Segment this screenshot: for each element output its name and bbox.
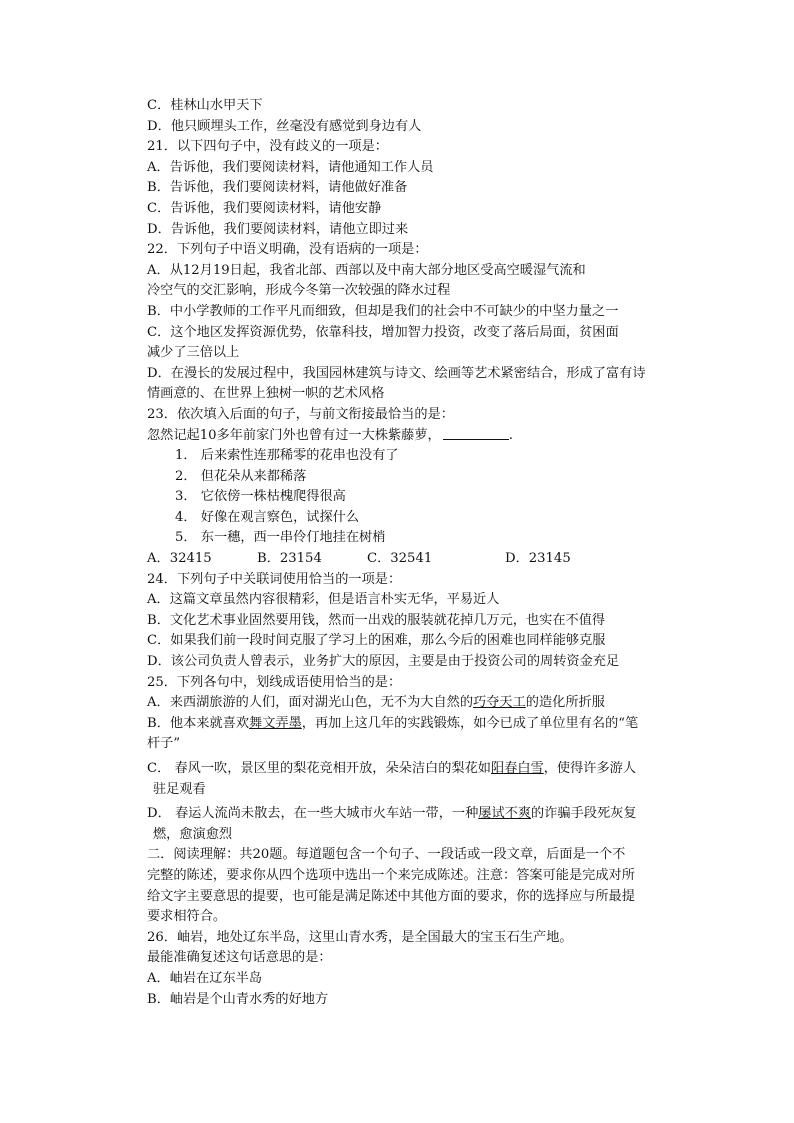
q22-option-d: D．在漫长的发展过程中，我国园林建筑与诗文、绘画等艺术紧密结合，形成了富有诗 xyxy=(147,365,646,381)
q25-d-text-end: 的诈骗手段死灰复 xyxy=(531,806,637,822)
q22-option-c: C．这个地区发挥资源优势，依靠科技，增加智力投资，改变了落后局面，贫困面 xyxy=(147,324,619,340)
q23-option-a: A．32415 xyxy=(147,551,212,567)
q20-option-c: C．桂林山水甲天下 xyxy=(147,98,263,113)
q25-b-text-end: ，再加上这几年的实践锻炼，如今已成了单位里有名的“笔 xyxy=(301,715,639,731)
q24-stem: 24．下列句子中关联词使用恰当的一项是： xyxy=(147,571,402,587)
q23-sentence-5: 5． 东一穗，西一串伶仃地挂在树梢 xyxy=(175,530,386,546)
q21-option-d: D．告诉他，我们要阅读材料，请他立即过来 xyxy=(147,221,409,237)
q26-option-b: B．岫岩是个山青水秀的好地方 xyxy=(147,991,329,1007)
q22-stem: 22．下列句子中语义明确，没有语病的一项是： xyxy=(147,242,428,258)
q24-option-d: D．该公司负责人曾表示，业务扩大的原因，主要是由于投资公司的周转资金充足 xyxy=(147,654,620,670)
q26-stem: 26．岫岩，地处辽东半岛，这里山青水秀，是全国最大的宝玉石生产地。 xyxy=(147,929,573,945)
q23-sentence-1: 1． 后来索性连那稀零的花串也没有了 xyxy=(175,448,399,464)
q25-stem: 25．下列各句中，划线成语使用恰当的是： xyxy=(147,674,402,690)
q25-a-idiom: 巧夺天工 xyxy=(473,695,526,711)
q23-option-b: B．23154 xyxy=(257,551,322,567)
q23-sentence-4: 4． 好像在观言察色，试探什么 xyxy=(175,509,360,525)
q23-blank xyxy=(443,427,509,440)
q22-option-a-cont: 冷空气的交汇影响，形成今冬第一次较强的降水过程 xyxy=(147,283,451,299)
section2-instructions-3: 给文字主要意思的提要，也可能是满足陈述中其他方面的要求，你的选择应与所最提 xyxy=(147,888,635,904)
q25-option-d-cont: 燃，愈演愈烈 xyxy=(153,826,233,842)
q25-a-text: A．来西湖旅游的人们，面对湖光山色，无不为大自然的 xyxy=(147,695,474,711)
q21-option-b: B．告诉他，我们要阅读材料，请他做好准备 xyxy=(147,180,408,196)
q25-c-text-end: ，使得许多游人 xyxy=(543,761,637,776)
q25-b-text: B．他本来就喜欢 xyxy=(147,715,250,731)
q23-passage-end: . xyxy=(508,427,513,443)
q23-passage xyxy=(147,426,687,447)
q23-stem: 23．依次填入后面的句子，与前文衔接最恰当的是： xyxy=(147,406,454,422)
q25-d-text: D． 春运人流尚未散去，在一些大城市火车站一带，一种 xyxy=(147,806,479,822)
q25-b-idiom: 舞文弄墨 xyxy=(249,715,302,731)
q25-option-c-cont: 驻足观看 xyxy=(153,781,206,797)
q22-option-c-cont: 减少了三倍以上 xyxy=(147,345,240,361)
q25-c-text: C． 春风一吹，景区里的梨花竞相开放，朵朵洁白的梨花如 xyxy=(147,761,491,776)
q25-c-idiom: 阳春白雪 xyxy=(490,761,544,776)
q23-option-c: C．32541 xyxy=(367,551,433,567)
q25-option-d xyxy=(147,804,687,825)
q22-option-b: B．中小学教师的工作平凡而细致，但却是我们的社会中不可缺少的中坚力量之一 xyxy=(147,303,619,319)
q25-option-a xyxy=(147,693,687,714)
q22-option-d-cont: 情画意的、在世界上独树一帜的艺术风格 xyxy=(147,386,385,402)
q24-option-c: C．如果我们前一段时间克服了学习上的困难，那么今后的困难也同样能够克服 xyxy=(147,633,606,649)
q23-sentence-3: 3． 它依傍一株枯槐爬得很高 xyxy=(175,489,346,505)
section2-instructions-4: 要求相符合。 xyxy=(147,909,227,925)
q25-option-b xyxy=(147,714,687,735)
q25-option-c xyxy=(147,759,687,780)
q22-option-a: A．从12月19日起，我省北部、西部以及中南大部分地区受高空暖湿气流和 xyxy=(147,262,586,278)
q26-option-a: A．岫岩在辽东半岛 xyxy=(147,970,263,986)
q20-option-d: D．他只顾埋头工作，丝毫没有感觉到身边有人 xyxy=(147,118,422,134)
q21-option-c: C．告诉他，我们要阅读材料，请他安静 xyxy=(147,200,382,216)
q25-option-b-cont: 杆子” xyxy=(147,736,181,752)
q24-option-b: B．文化艺术事业固然要用钱，然而一出戏的服装就花掉几万元，也实在不值得 xyxy=(147,612,606,628)
q24-option-a: A．这篇文章虽然内容很精彩，但是语言朴实无华，平易近人 xyxy=(147,592,500,608)
q23-sentence-2: 2． 但花朵从来都稀落 xyxy=(175,468,307,484)
section2-instructions-2: 完整的陈述，要求你从四个选项中选出一个来完成陈述。注意：答案可能是完成对所 xyxy=(147,867,635,883)
q21-option-a: A．告诉他，我们要阅读材料，请他通知工作人员 xyxy=(147,159,434,175)
section2-heading: 二．阅读理解：共20题。每道题包含一个句子、一段话或一段文章，后面是一个不 xyxy=(147,847,626,863)
q23-passage-text: 忽然记起10多年前家门外也曾有过一大株紫藤萝， xyxy=(147,427,441,443)
q25-d-idiom: 屡试不爽 xyxy=(478,806,532,822)
q26-prompt: 最能准确复述这句话意思的是： xyxy=(147,950,332,966)
q23-options xyxy=(147,549,687,570)
q25-a-text-end: 的造化所折服 xyxy=(525,695,605,711)
q23-option-d: D．23145 xyxy=(505,551,571,567)
document-page xyxy=(147,96,687,1010)
q21-stem: 21．以下四句子中，没有歧义的一项是： xyxy=(147,139,388,155)
